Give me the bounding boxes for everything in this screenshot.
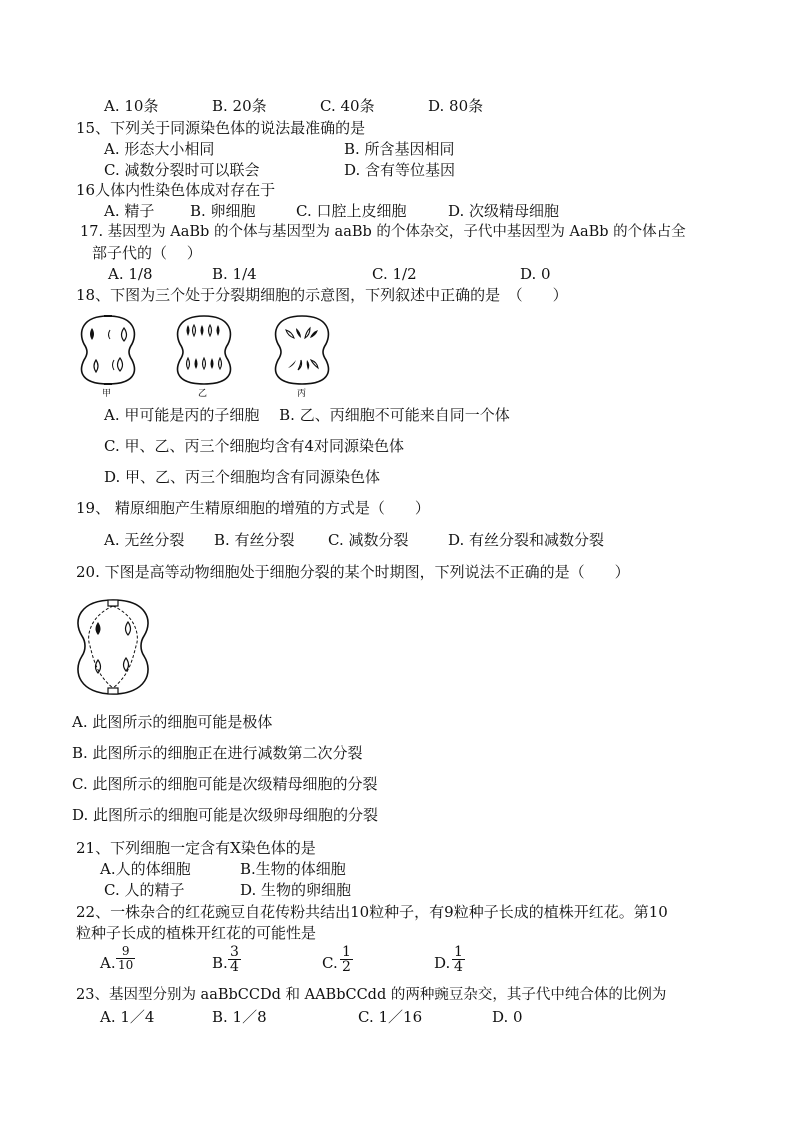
q23-option-c: C. 1／16 — [358, 1008, 423, 1026]
q22-option-c-denominator: 2 — [342, 959, 351, 975]
q22-option-d-denominator: 4 — [454, 959, 463, 975]
q22-stem-line2: 粒种子长成的植株开红花的可能性是 — [76, 924, 317, 942]
q16-option-d: D. 次级精母细胞 — [448, 202, 560, 220]
q22-option-c-letter: C. — [322, 954, 338, 972]
q20-option-d: D. 此图所示的细胞可能是次级卵母细胞的分裂 — [72, 806, 379, 824]
q22-option-a-numerator: 9 — [121, 944, 130, 958]
q22-option-d-letter: D. — [434, 954, 451, 972]
q22-option-a-letter: A. — [100, 954, 116, 972]
q19-option-a: A. 无丝分裂 — [104, 531, 185, 549]
q21-option-b: B.生物的体细胞 — [240, 860, 346, 878]
q20-option-b: B. 此图所示的细胞正在进行减数第二次分裂 — [72, 744, 363, 762]
q21-option-d: D. 生物的卵细胞 — [240, 881, 352, 899]
q18-cell-diagrams — [74, 312, 344, 400]
q22-option-b-fraction — [228, 945, 241, 974]
q21-option-c: C. 人的精子 — [104, 881, 185, 899]
q15-option-a: A. 形态大小相同 — [104, 140, 215, 158]
q22-option-b-numerator: 3 — [230, 944, 239, 960]
q18-option-ab: A. 甲可能是丙的子细胞 B. 乙、丙细胞不可能来自同一个体 — [104, 406, 510, 424]
q22-option-d-fraction — [452, 945, 465, 974]
q20-option-a: A. 此图所示的细胞可能是极体 — [72, 713, 273, 731]
q14-option-c: C. 40条 — [320, 97, 375, 115]
q22-stem-line1: 22、一株杂合的红花豌豆自花传粉共结出10粒种子，有9粒种子长成的植株开红花。第10 — [76, 903, 668, 921]
q21-option-a: A.人的体细胞 — [100, 860, 191, 878]
q20-stem: 20. 下图是高等动物细胞处于细胞分裂的某个时期图，下列说法不正确的是（ ） — [76, 563, 630, 581]
q17-option-d: D. 0 — [520, 265, 551, 283]
q15-stem: 15、下列关于同源染色体的说法最准确的是 — [76, 119, 366, 137]
q19-option-d: D. 有丝分裂和减数分裂 — [448, 531, 605, 549]
q14-option-d: D. 80条 — [428, 97, 484, 115]
q15-option-d: D. 含有等位基因 — [344, 161, 456, 179]
cell-jia — [82, 316, 135, 384]
q14-option-a: A. 10条 — [104, 97, 159, 115]
cell-bing — [276, 316, 329, 384]
q23-option-b: B. 1／8 — [212, 1008, 267, 1026]
q22-option-d-numerator: 1 — [454, 944, 463, 960]
q23-option-d: D. 0 — [492, 1008, 523, 1026]
q19-option-b: B. 有丝分裂 — [214, 531, 295, 549]
q22-option-a-fraction — [116, 945, 135, 972]
q15-option-b: B. 所含基因相同 — [344, 140, 455, 158]
label-bing: 丙 — [297, 389, 307, 399]
q16-option-a: A. 精子 — [104, 202, 155, 220]
q14-option-b: B. 20条 — [212, 97, 267, 115]
q22-option-b-denominator: 4 — [230, 959, 239, 975]
cell-yi — [178, 316, 231, 384]
q22-option-b-letter: B. — [212, 954, 228, 972]
q17-option-a: A. 1/8 — [108, 265, 153, 283]
q18-stem: 18、下图为三个处于分裂期细胞的示意图，下列叙述中正确的是 （ ） — [76, 286, 568, 304]
label-yi: 乙 — [198, 389, 208, 399]
q20-cell-diagram — [70, 596, 156, 700]
q18-option-d: D. 甲、乙、丙三个细胞均含有同源染色体 — [104, 468, 381, 486]
q22-option-a-denominator: 10 — [118, 958, 134, 972]
q22-option-c-numerator: 1 — [342, 944, 351, 960]
q15-option-c: C. 减数分裂时可以联会 — [104, 161, 260, 179]
q23-option-a: A. 1／4 — [100, 1008, 155, 1026]
q17-stem-line2: 部子代的（ ） — [92, 244, 202, 262]
q19-option-c: C. 减数分裂 — [328, 531, 409, 549]
label-jia: 甲 — [102, 389, 112, 399]
q21-stem: 21、下列细胞一定含有X染色体的是 — [76, 839, 316, 857]
q22-option-c-fraction — [340, 945, 353, 974]
q20-option-c: C. 此图所示的细胞可能是次级精母细胞的分裂 — [72, 775, 378, 793]
q19-stem: 19、 精原细胞产生精原细胞的增殖的方式是（ ） — [76, 499, 430, 517]
q17-stem-line1: 17. 基因型为 AaBb 的个体与基因型为 aaBb 的个体杂交，子代中基因型为 AaBb 的个体占全 — [80, 224, 686, 240]
q17-option-b: B. 1/4 — [212, 265, 257, 283]
q23-stem: 23、基因型分别为 aaBbCCDd 和 AABbCCdd 的两种豌豆杂交，其子代中纯合体的比例为 — [76, 987, 667, 1003]
q16-stem: 16人体内性染色体成对存在于 — [76, 181, 276, 199]
q18-option-c: C. 甲、乙、丙三个细胞均含有4对同源染色体 — [104, 437, 405, 455]
q16-option-b: B. 卵细胞 — [190, 202, 256, 220]
q17-option-c: C. 1/2 — [372, 265, 417, 283]
q16-option-c: C. 口腔上皮细胞 — [296, 202, 407, 220]
